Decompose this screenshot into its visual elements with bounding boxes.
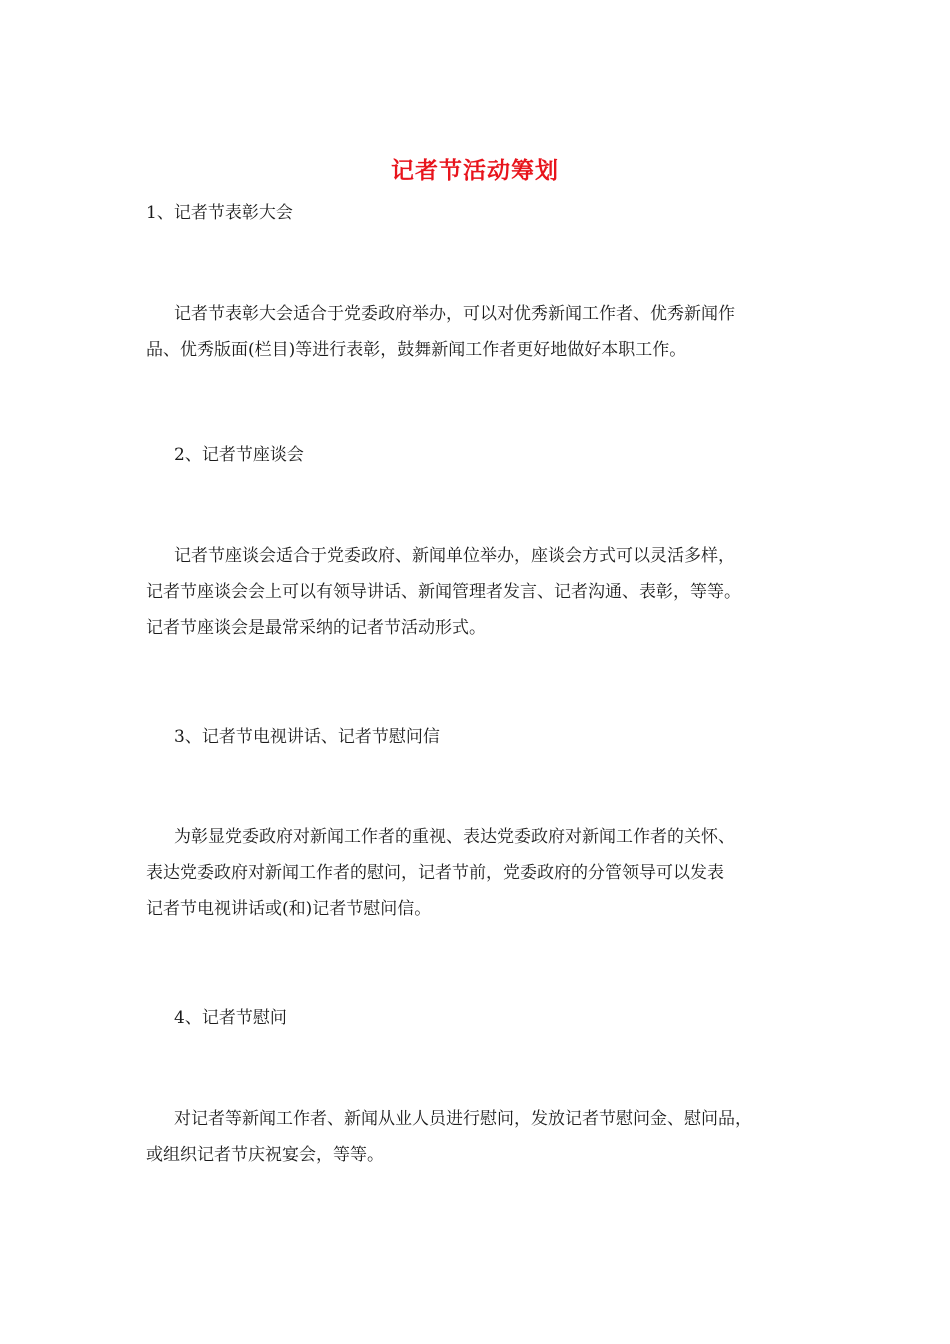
paragraph-line: 记者节电视讲话或(和)记者节慰问信。 — [146, 899, 432, 919]
paragraph-line: 记者节座谈会会上可以有领导讲话、新闻管理者发言、记者沟通、表彰，等等。 — [146, 582, 741, 602]
paragraph-line: 记者节座谈会适合于党委政府、新闻单位举办，座谈会方式可以灵活多样， — [174, 546, 735, 566]
section-heading-4: 4、记者节慰问 — [174, 1008, 287, 1028]
section-heading-1: 1、记者节表彰大会 — [146, 203, 293, 223]
section-paragraph-3 — [146, 819, 816, 927]
section-heading-3: 3、记者节电视讲话、记者节慰问信 — [174, 727, 440, 747]
paragraph-line: 对记者等新闻工作者、新闻从业人员进行慰问，发放记者节慰问金、慰问品， — [174, 1109, 752, 1129]
paragraph-line: 记者节座谈会是最常采纳的记者节活动形式。 — [146, 618, 486, 638]
document-title: 记者节活动筹划 — [391, 157, 559, 184]
section-heading-2: 2、记者节座谈会 — [174, 445, 304, 465]
paragraph-line: 表达党委政府对新闻工作者的慰问，记者节前，党委政府的分管领导可以发表 — [146, 863, 724, 883]
section-paragraph-4 — [146, 1101, 816, 1173]
paragraph-line: 记者节表彰大会适合于党委政府举办，可以对优秀新闻工作者、优秀新闻作 — [174, 304, 735, 324]
paragraph-line: 品、优秀版面(栏目)等进行表彰，鼓舞新闻工作者更好地做好本职工作。 — [146, 340, 687, 360]
paragraph-line: 为彰显党委政府对新闻工作者的重视、表达党委政府对新闻工作者的关怀、 — [174, 827, 735, 847]
section-paragraph-2 — [146, 538, 816, 646]
paragraph-line: 或组织记者节庆祝宴会，等等。 — [146, 1145, 384, 1165]
section-paragraph-1 — [146, 296, 816, 368]
